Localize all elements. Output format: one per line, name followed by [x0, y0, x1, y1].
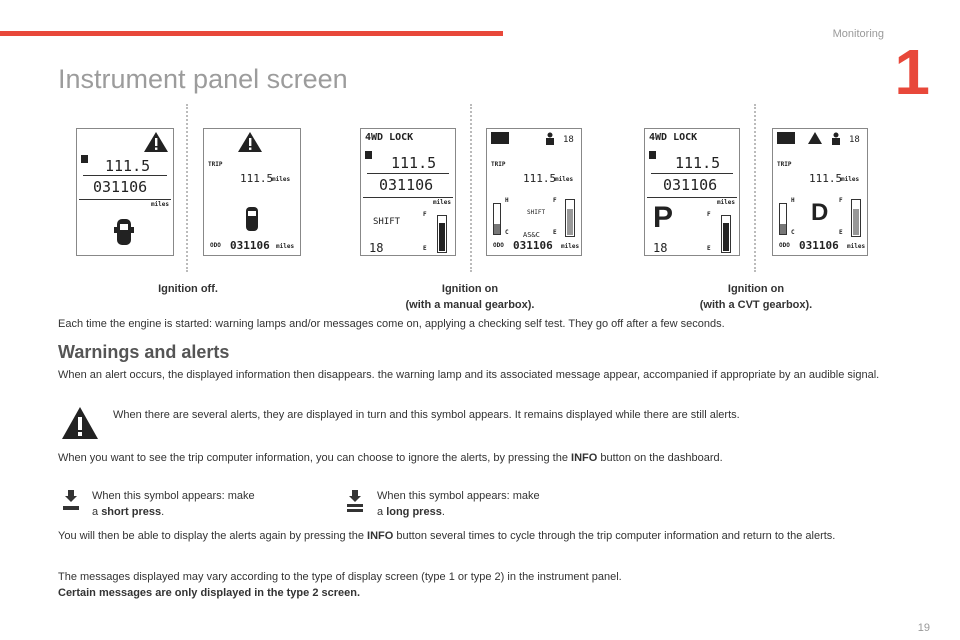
section-heading: Warnings and alerts [58, 342, 230, 362]
chapter-number: 1 [894, 36, 930, 108]
gear-indicator: D [811, 199, 829, 226]
trip-value: 111.5 [523, 172, 557, 185]
trip-value: 111.5 [675, 154, 721, 172]
odo-value: 031106 [379, 176, 434, 194]
display-type2-off [203, 128, 301, 256]
trip-a-icon [365, 151, 372, 159]
car-doors-icon [244, 205, 260, 233]
trip-label: TRIP [777, 161, 792, 168]
unit-label: miles [561, 243, 580, 250]
intro-paragraph: Each time the engine is started: warning lamps and/or messages come on, applying a checking self test. They go off after a few seconds. [58, 318, 725, 330]
odo-value: 031106 [799, 239, 839, 252]
separator [754, 104, 756, 272]
warning-icon [237, 131, 263, 153]
trip-value: 111.5 [105, 157, 151, 175]
asc-label: AS&C [523, 231, 540, 239]
unit-label: miles [272, 176, 291, 183]
page-title: Instrument panel screen [58, 64, 348, 94]
unit-label: miles [276, 243, 295, 250]
trip-value: 111.5 [240, 172, 274, 185]
shift-label: SHIFT [373, 217, 401, 227]
4wd-lock-label: 4WD LOCK [365, 132, 414, 143]
temp-c-label: C [505, 229, 509, 236]
gear-indicator: P [653, 201, 674, 234]
odo-label: ODO [493, 242, 504, 249]
fuel-empty-label: E [707, 245, 711, 252]
unit-label: miles [847, 243, 866, 250]
info-paragraph: When you want to see the trip computer information, you can choose to ignore the alerts, by pressing the INFO button on the dashboard. [58, 452, 723, 464]
4wd-lock-icon [777, 132, 795, 144]
unit-label: miles [555, 176, 574, 183]
unit-label: miles [716, 199, 735, 206]
4wd-lock-icon [491, 132, 509, 144]
page-number: 19 [917, 622, 930, 634]
trip-value: 111.5 [809, 172, 843, 185]
separator [186, 104, 188, 272]
header-bar [0, 31, 503, 36]
fuel-full-label: F [423, 211, 427, 218]
trip-a-icon [649, 151, 656, 159]
trip-a-icon [81, 155, 88, 163]
odo-label: ODO [210, 242, 221, 249]
temp-value: 18 [563, 135, 574, 145]
temp-value: 18 [369, 241, 384, 255]
warning-icon [60, 405, 100, 441]
several-alerts-paragraph: When there are several alerts, they are displayed in turn and this symbol appears. It remains displayed while there are still alerts. [113, 409, 740, 421]
fuel-full-label: F [839, 197, 843, 204]
caption-cvt: Ignition on (with a CVT gearbox). [699, 283, 813, 311]
long-press-text: When this symbol appears: make a long press. [377, 490, 540, 518]
fuel-empty-label: E [553, 229, 557, 236]
unit-label: miles [432, 199, 451, 206]
temp-h-label: H [505, 197, 509, 204]
odo-value: 031106 [230, 239, 270, 252]
fuel-full-label: F [553, 197, 557, 204]
car-doors-icon [113, 215, 135, 249]
trip-label: TRIP [491, 161, 506, 168]
display-type1-cvt [644, 128, 740, 256]
temp-value: 18 [849, 135, 860, 145]
unit-label: miles [150, 201, 169, 208]
4wd-lock-label: 4WD LOCK [649, 132, 698, 143]
display-type2-manual [486, 128, 582, 256]
fuel-empty-label: E [423, 245, 427, 252]
trip-label: TRIP [208, 161, 223, 168]
short-press-text: When this symbol appears: make a short press. [92, 490, 255, 518]
long-press-icon [346, 488, 364, 512]
temp-value: 18 [653, 241, 668, 255]
short-press-icon [62, 488, 80, 512]
temp-c-label: C [791, 229, 795, 236]
caption-manual: Ignition on (with a manual gearbox). [405, 283, 535, 311]
display-type2-cvt [772, 128, 868, 256]
fuel-empty-label: E [839, 229, 843, 236]
separator [470, 104, 472, 272]
shift-label: SHIFT [527, 209, 546, 216]
section-name: Monitoring [832, 28, 884, 40]
alert-paragraph: When an alert occurs, the displayed information then disappears. the warning lamp and its associated message appear, accompanied if appropriate by an audible signal. [58, 369, 880, 381]
odo-value: 031106 [513, 239, 553, 252]
display-type-paragraph: The messages displayed may vary according to the type of display screen (type 1 or type 2) in the instrument panel. Certain messages are only displayed in the type 2 screen. [58, 571, 622, 599]
unit-label: miles [841, 176, 860, 183]
fuel-full-label: F [707, 211, 711, 218]
seatbelt-icon [829, 132, 843, 145]
cycle-paragraph: You will then be able to display the alerts again by pressing the INFO button several times to cycle through the trip computer information and return to the alerts. [58, 530, 836, 542]
warning-icon [143, 131, 169, 153]
temp-h-label: H [791, 197, 795, 204]
display-type1-off [76, 128, 174, 256]
trip-value: 111.5 [391, 154, 437, 172]
seatbelt-icon [543, 132, 557, 145]
display-type1-manual [360, 128, 456, 256]
odo-value: 031106 [663, 176, 718, 194]
caption-ignition-off: Ignition off. [158, 283, 218, 295]
odo-value: 031106 [93, 178, 148, 196]
odo-label: ODO [779, 242, 790, 249]
warning-icon [807, 131, 823, 145]
